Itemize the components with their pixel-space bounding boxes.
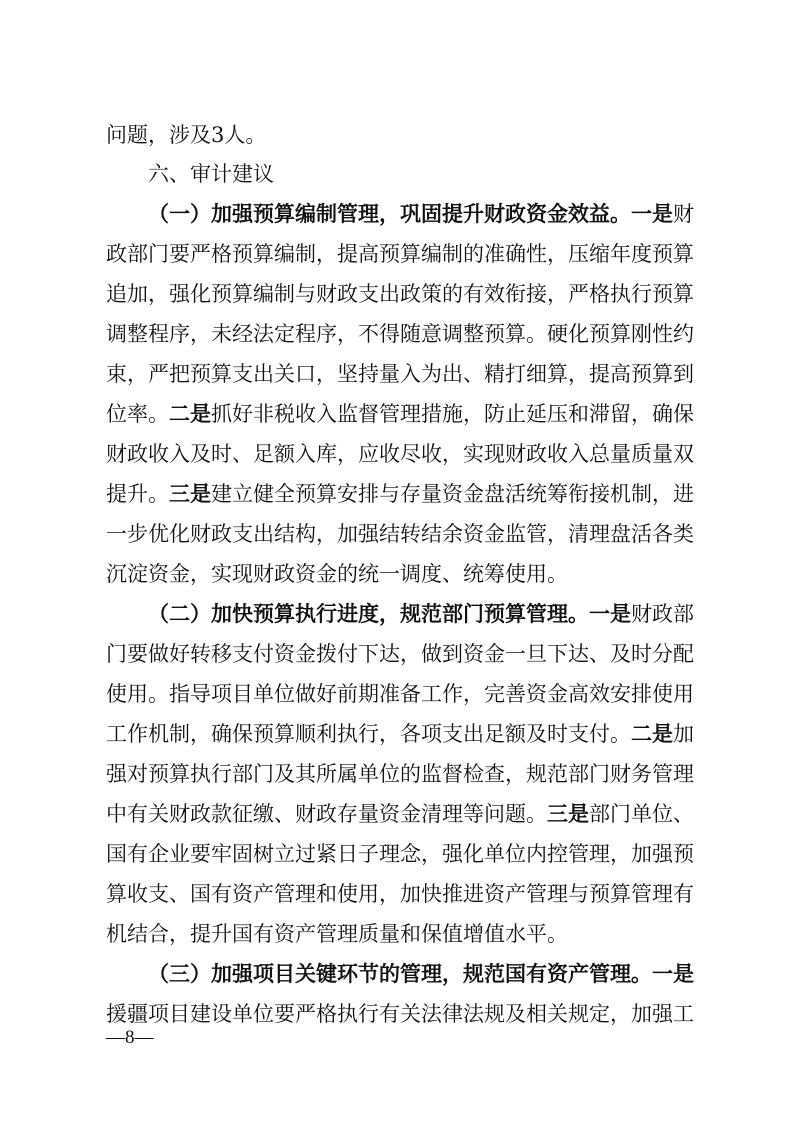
text-line bbox=[106, 760, 694, 788]
text-line bbox=[106, 400, 694, 428]
page-number: —8— bbox=[106, 1027, 154, 1048]
text-line bbox=[106, 520, 694, 548]
text-span: 工作机制，确保预算顺利执行，各项支出足额及时支付。 bbox=[106, 722, 631, 746]
text-span: 机结合，提升国有资产管理质量和保值增值水平。 bbox=[106, 922, 568, 946]
text-span: 沉淀资金，实现财政资金的统一调度、统筹使用。 bbox=[106, 562, 568, 586]
text-span: 调整程序，未经法定程序，不得随意调整预算。硬化预算刚性约 bbox=[106, 322, 694, 346]
text-line bbox=[106, 560, 690, 588]
text-span: 门要做好转移支付资金拨付下达，做到资金一旦下达、及时分配 bbox=[106, 642, 694, 666]
text-line bbox=[106, 280, 694, 308]
text-line bbox=[106, 480, 694, 508]
bold-text-span: 二是 bbox=[169, 401, 211, 426]
text-line bbox=[106, 320, 694, 348]
text-line bbox=[106, 800, 694, 828]
text-span: 援疆项目建设单位要严格执行有关法律法规及相关规定，加强工 bbox=[106, 1002, 694, 1026]
text-span: 强对预算执行部门及其所属单位的监督检查，规范部门财务管理 bbox=[106, 762, 694, 786]
text-line bbox=[106, 840, 694, 868]
text-line bbox=[148, 600, 694, 628]
text-span: 国有企业要牢固树立过紧日子理念，强化单位内控管理，加强预 bbox=[106, 842, 694, 866]
text-line bbox=[106, 121, 690, 149]
text-line bbox=[106, 640, 694, 668]
text-line bbox=[148, 200, 694, 228]
text-span: 中有关财政款征缴、财政存量资金清理等问题。 bbox=[106, 802, 547, 826]
bold-text-span: 一是 bbox=[631, 201, 673, 226]
text-span: 抓好非税收入监督管理措施，防止延压和滞留，确保 bbox=[211, 402, 694, 426]
text-span: 位率。 bbox=[106, 402, 169, 426]
text-span: 追加，强化预算编制与财政支出政策的有效衔接，严格执行预算 bbox=[106, 282, 694, 306]
text-line bbox=[106, 680, 694, 708]
bold-text-span: 三是 bbox=[547, 801, 589, 826]
text-line bbox=[106, 920, 690, 948]
text-span: 建立健全预算安排与存量资金盘活统筹衔接机制，进 bbox=[211, 482, 694, 506]
text-line bbox=[148, 160, 690, 188]
text-line bbox=[106, 880, 694, 908]
bold-text-span: 二是 bbox=[631, 721, 673, 746]
text-line bbox=[106, 240, 694, 268]
text-span: 财政部 bbox=[631, 602, 694, 626]
bold-text-span: （一）加强预算编制管理，巩固提升财政资金效益。 bbox=[148, 201, 631, 226]
text-span: 部门单位、 bbox=[589, 802, 694, 826]
bold-text-span: 三是 bbox=[169, 481, 211, 506]
text-span: 六、审计建议 bbox=[148, 162, 274, 186]
text-span: 财政收入及时、足额入库，应收尽收，实现财政收入总量质量双 bbox=[106, 442, 694, 466]
text-line bbox=[106, 1000, 694, 1028]
bold-text-span: 一是 bbox=[652, 961, 694, 986]
text-span: 财 bbox=[673, 202, 694, 226]
bold-text-span: （三）加强项目关键环节的管理，规范国有资产管理。 bbox=[148, 961, 652, 986]
text-span: 加 bbox=[673, 722, 694, 746]
text-span: 问题，涉及3人。 bbox=[106, 123, 267, 147]
text-span: 束，严把预算支出关口，坚持量入为出、精打细算，提高预算到 bbox=[106, 362, 694, 386]
text-span: 政部门要严格预算编制，提高预算编制的准确性，压缩年度预算 bbox=[106, 242, 694, 266]
text-line bbox=[106, 720, 694, 748]
text-span: 提升。 bbox=[106, 482, 169, 506]
text-span: 算收支、国有资产管理和使用，加快推进资产管理与预算管理有 bbox=[106, 882, 694, 906]
text-line bbox=[148, 960, 694, 988]
text-line bbox=[106, 360, 694, 388]
bold-text-span: （二）加快预算执行进度，规范部门预算管理。 bbox=[148, 601, 589, 626]
text-span: 一步优化财政支出结构，加强结转结余资金监管，清理盘活各类 bbox=[106, 522, 694, 546]
bold-text-span: 一是 bbox=[589, 601, 631, 626]
text-span: 使用。指导项目单位做好前期准备工作，完善资金高效安排使用 bbox=[106, 682, 694, 706]
text-line bbox=[106, 440, 694, 468]
